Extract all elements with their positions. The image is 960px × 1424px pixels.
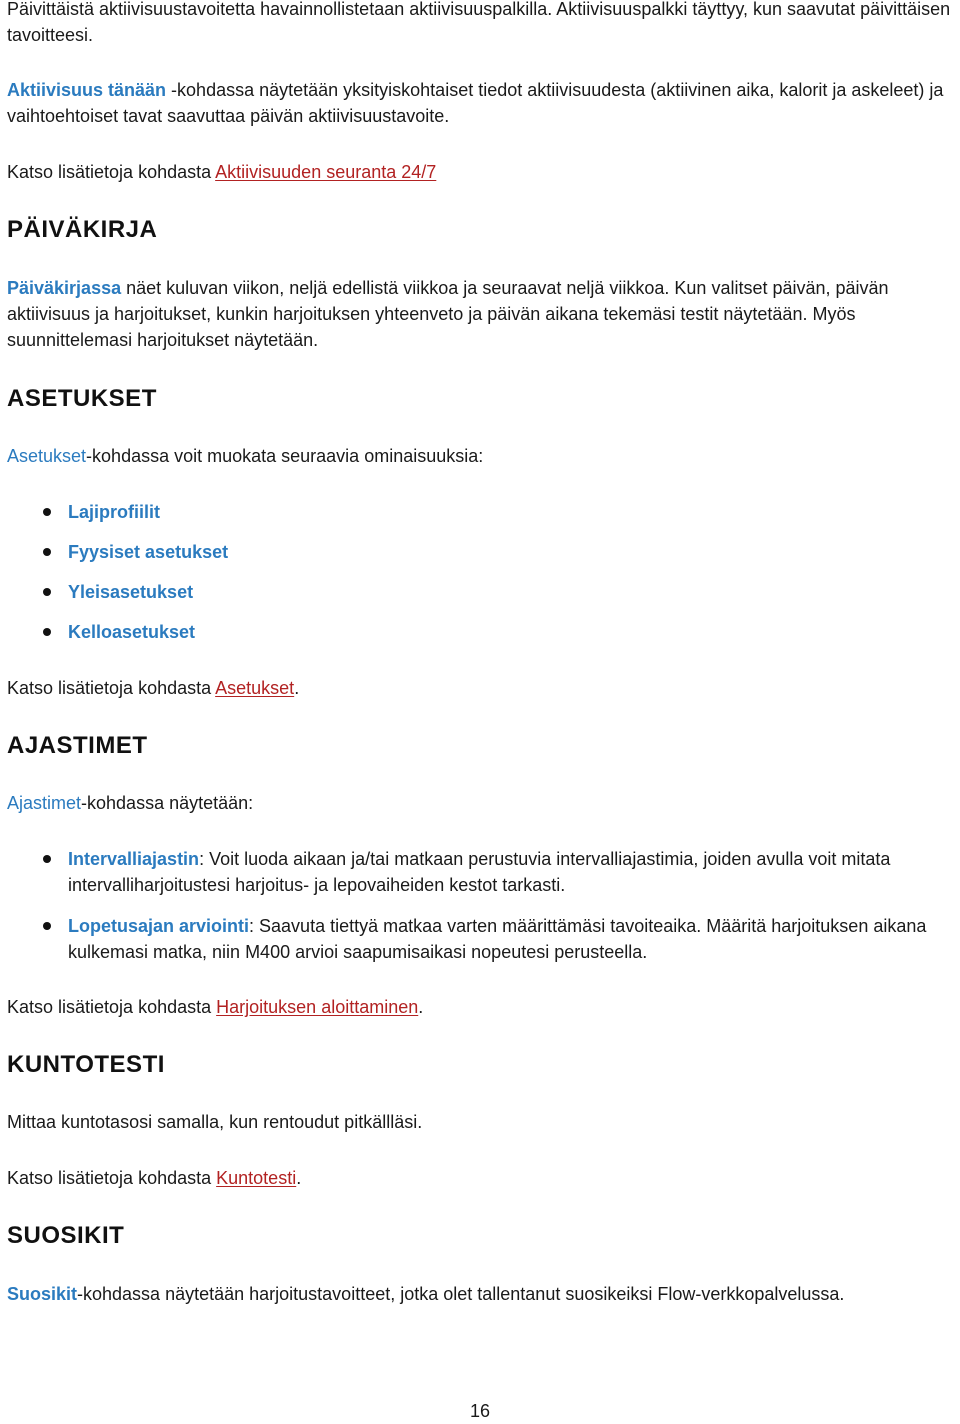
activity-tracking-link[interactable]: Aktiivisuuden seuranta 24/7: [215, 162, 437, 182]
bullet-icon: [43, 628, 51, 636]
favorites-heading: SUOSIKIT: [7, 1222, 125, 1249]
settings-heading: ASETUKSET: [7, 385, 157, 412]
settings-item-general[interactable]: Yleisasetukset: [68, 582, 194, 602]
favorites-term[interactable]: Suosikit: [7, 1284, 78, 1304]
diary-term[interactable]: Päiväkirjassa: [7, 278, 122, 298]
bullet-icon: [43, 548, 51, 556]
favorites-paragraph: [7, 1281, 957, 1307]
more-prefix: Katso lisätietoja kohdasta: [7, 678, 216, 698]
diary-paragraph: [7, 275, 957, 353]
favorites-text: -kohdassa näytetään harjoitustavoitteet, jotka olet tallentanut suosikeiksi Flow-verkkopalvelussa.: [77, 1284, 845, 1304]
list-item: [7, 539, 957, 565]
activity-today-term[interactable]: Aktiivisuus tänään: [7, 80, 167, 100]
settings-list: [7, 499, 957, 645]
interval-timer-text: : Voit luoda aikaan ja/tai matkaan perustuvia intervalliajastimia, joiden avulla voit mitata intervalliharjoitustesi harjoitus- ja lepovaiheiden kestot tarkasti.: [68, 849, 891, 895]
fitness-test-paragraph: Mittaa kuntotasosi samalla, kun rentoudut pitkällläsi.: [7, 1112, 423, 1132]
settings-link[interactable]: Asetukset: [215, 678, 295, 698]
bullet-icon: [43, 508, 51, 516]
start-training-link[interactable]: Harjoituksen aloittaminen: [216, 997, 419, 1017]
settings-paragraph: [7, 443, 957, 469]
page-number: 16: [469, 1401, 491, 1421]
settings-term[interactable]: Asetukset: [7, 446, 87, 466]
bullet-icon: [43, 922, 51, 930]
settings-item-physical[interactable]: Fyysiset asetukset: [68, 542, 229, 562]
timers-text: -kohdassa näytetään:: [81, 793, 254, 813]
bullet-icon: [43, 588, 51, 596]
settings-item-watch[interactable]: Kelloasetukset: [68, 622, 196, 642]
more-prefix: Katso lisätietoja kohdasta: [7, 997, 217, 1017]
list-item: [7, 499, 957, 525]
timers-more-info: [7, 994, 957, 1020]
list-item: [7, 579, 957, 605]
diary-text: näet kuluvan viikon, neljä edellistä viikkoa ja seuraavat neljä viikkoa. Kun valitset päivän, päivän aktiivisuus ja harjoitukset, kunkin harjoituksen yhteenveto ja päivän aikana tekemäsi testit näytetään. Myös suunnittelemasi harjoitukset näytetään.: [7, 278, 889, 350]
list-item: [7, 846, 957, 898]
intro-paragraph: Päivittäistä aktiivisuustavoitetta havainnollistetaan aktiivisuuspalkilla. Aktiivisuuspalkki täyttyy, kun saavutat päivittäisen tavoitteesi.: [7, 0, 951, 45]
settings-item-sport-profiles[interactable]: Lajiprofiilit: [68, 502, 160, 522]
fitness-test-link[interactable]: Kuntotesti: [216, 1168, 297, 1188]
timers-list: [7, 846, 957, 898]
timers-heading: AJASTIMET: [7, 732, 148, 759]
fitness-test-more-info: [7, 1165, 957, 1191]
settings-more-info: [7, 675, 957, 701]
more-prefix: Katso lisätietoja kohdasta: [7, 1168, 217, 1188]
fitness-test-heading: KUNTOTESTI: [7, 1051, 165, 1078]
list-item: [7, 619, 957, 645]
bullet-icon: [43, 855, 51, 863]
interval-timer-link[interactable]: Intervalliajastin: [68, 849, 200, 869]
finish-time-estimator-text: : Saavuta tiettyä matkaa varten määrittämäsi tavoiteaika. Määritä harjoituksen aikana kulkemasi matka, niin M400 arvioi saapumisaikasi nopeutesi perusteella.: [68, 916, 927, 962]
activity-more-info: [7, 159, 957, 185]
more-suffix: .: [294, 678, 300, 698]
timers-paragraph: [7, 790, 957, 816]
activity-today-paragraph: [7, 77, 957, 129]
list-item: [7, 913, 957, 965]
activity-today-text: -kohdassa näytetään yksityiskohtaiset tiedot aktiivisuudesta (aktiivinen aika, kalorit ja askeleet) ja vaihtoehtoiset tavat saavuttaa päivän aktiivisuustavoite.: [7, 80, 944, 126]
timers-term[interactable]: Ajastimet: [7, 793, 82, 813]
finish-time-estimator-link[interactable]: Lopetusajan arviointi: [68, 916, 250, 936]
timers-list-2: [7, 913, 957, 965]
settings-text: -kohdassa voit muokata seuraavia ominaisuuksia:: [86, 446, 484, 466]
more-suffix: .: [418, 997, 424, 1017]
diary-heading: PÄIVÄKIRJA: [7, 216, 158, 243]
more-suffix: .: [296, 1168, 302, 1188]
more-prefix: Katso lisätietoja kohdasta: [7, 162, 216, 182]
